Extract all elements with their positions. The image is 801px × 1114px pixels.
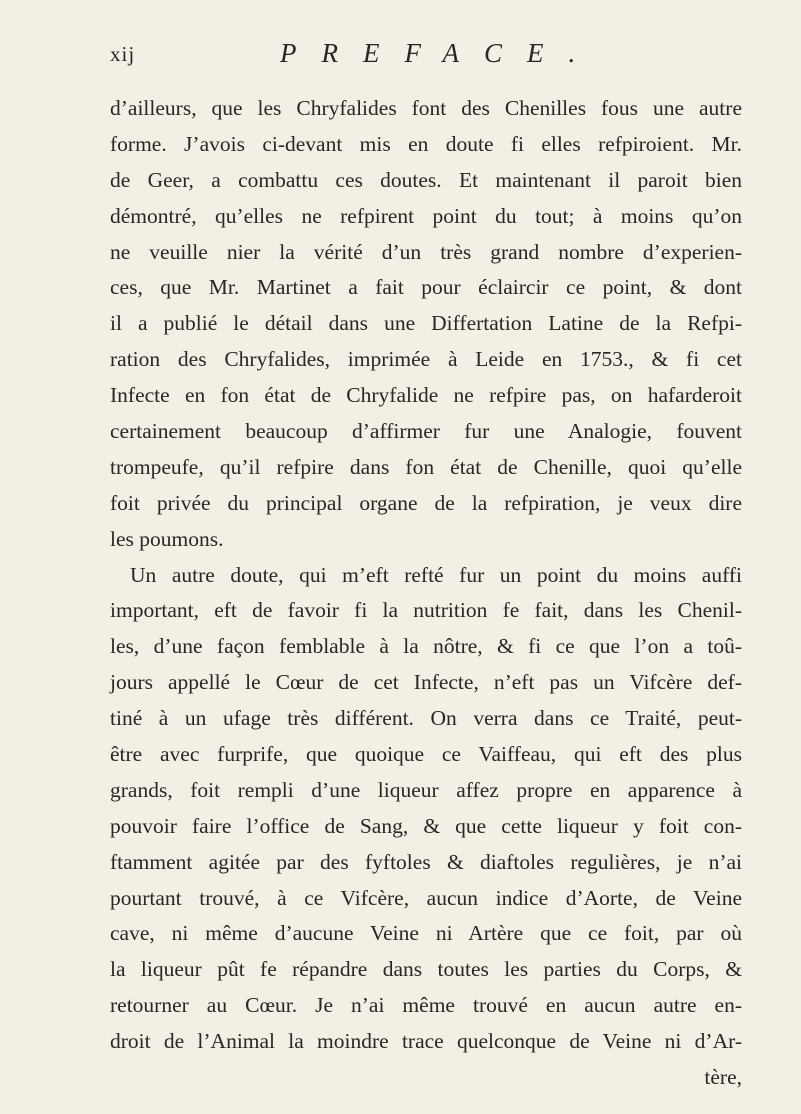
- page-number: xij: [110, 42, 136, 66]
- text-line: ration des Chryfalides, imprimée à Leide en 1753., & fi cet: [110, 347, 742, 372]
- text-line: droit de l’Animal la moindre trace quelconque de Veine ni d’Ar-: [110, 1029, 742, 1054]
- text-line: la liqueur pût fe répandre dans toutes les parties du Corps, &: [110, 957, 742, 982]
- text-line: démontré, qu’elles ne refpirent point du tout; à moins qu’on: [110, 203, 742, 228]
- body-text: [110, 91, 742, 1096]
- text-line: ces, que Mr. Martinet a fait pour éclaircir ce point, & dont: [110, 275, 742, 300]
- text-line: grands, foit rempli d’une liqueur affez propre en apparence à: [110, 777, 742, 802]
- text-line: cave, ni même d’aucune Veine ni Artère que ce foit, par où: [110, 921, 742, 946]
- text-line: pouvoir faire l’office de Sang, & que cette liqueur y foit con-: [110, 813, 742, 838]
- text-line: certainement beaucoup d’affirmer fur une Analogie, fouvent: [110, 419, 742, 444]
- paragraph-end-line: les poumons.: [110, 526, 224, 551]
- text-line: forme. J’avois ci-devant mis en doute fi elles refpiroient. Mr.: [110, 131, 742, 156]
- catchword: tère,: [704, 1065, 742, 1090]
- text-line: les, d’une façon femblable à la nôtre, & fi ce que l’on a toû-: [110, 634, 742, 659]
- text-line: retourner au Cœur. Je n’ai même trouvé en aucun autre en-: [110, 993, 742, 1018]
- text-line: ftamment agitée par des fyftoles & diaftoles regulières, je n’ai: [110, 849, 742, 874]
- text-line: il a publié le détail dans une Differtation Latine de la Refpi-: [110, 311, 742, 336]
- text-line: important, eft de favoir fi la nutrition fe fait, dans les Chenil-: [110, 598, 742, 623]
- text-line: d’ailleurs, que les Chryfalides font des Chenilles fous une autre: [110, 96, 742, 120]
- text-line: tiné à un ufage très différent. On verra dans ce Traité, peut-: [110, 706, 742, 731]
- page-header: [110, 38, 750, 82]
- text-line: être avec furprife, que quoique ce Vaiffeau, qui eft des plus: [110, 742, 742, 767]
- paragraph-start-line: Un autre doute, qui m’eft refté fur un point du moins auffi: [130, 562, 742, 587]
- running-title: PREFACE.: [280, 38, 601, 68]
- text-line: jours appellé le Cœur de cet Infecte, n’eft pas un Vifcère def-: [110, 670, 742, 695]
- text-line: de Geer, a combattu ces doutes. Et maintenant il paroit bien: [110, 167, 742, 192]
- text-line: trompeufe, qu’il refpire dans fon état de Chenille, quoi qu’elle: [110, 454, 742, 479]
- text-line: foit privée du principal organe de la refpiration, je veux dire: [110, 490, 742, 515]
- text-line: Infecte en fon état de Chryfalide ne refpire pas, on hafarderoit: [110, 383, 742, 408]
- text-line: pourtant trouvé, à ce Vifcère, aucun indice d’Aorte, de Veine: [110, 885, 742, 910]
- text-line: ne veuille nier la vérité d’un très grand nombre d’experien-: [110, 239, 742, 264]
